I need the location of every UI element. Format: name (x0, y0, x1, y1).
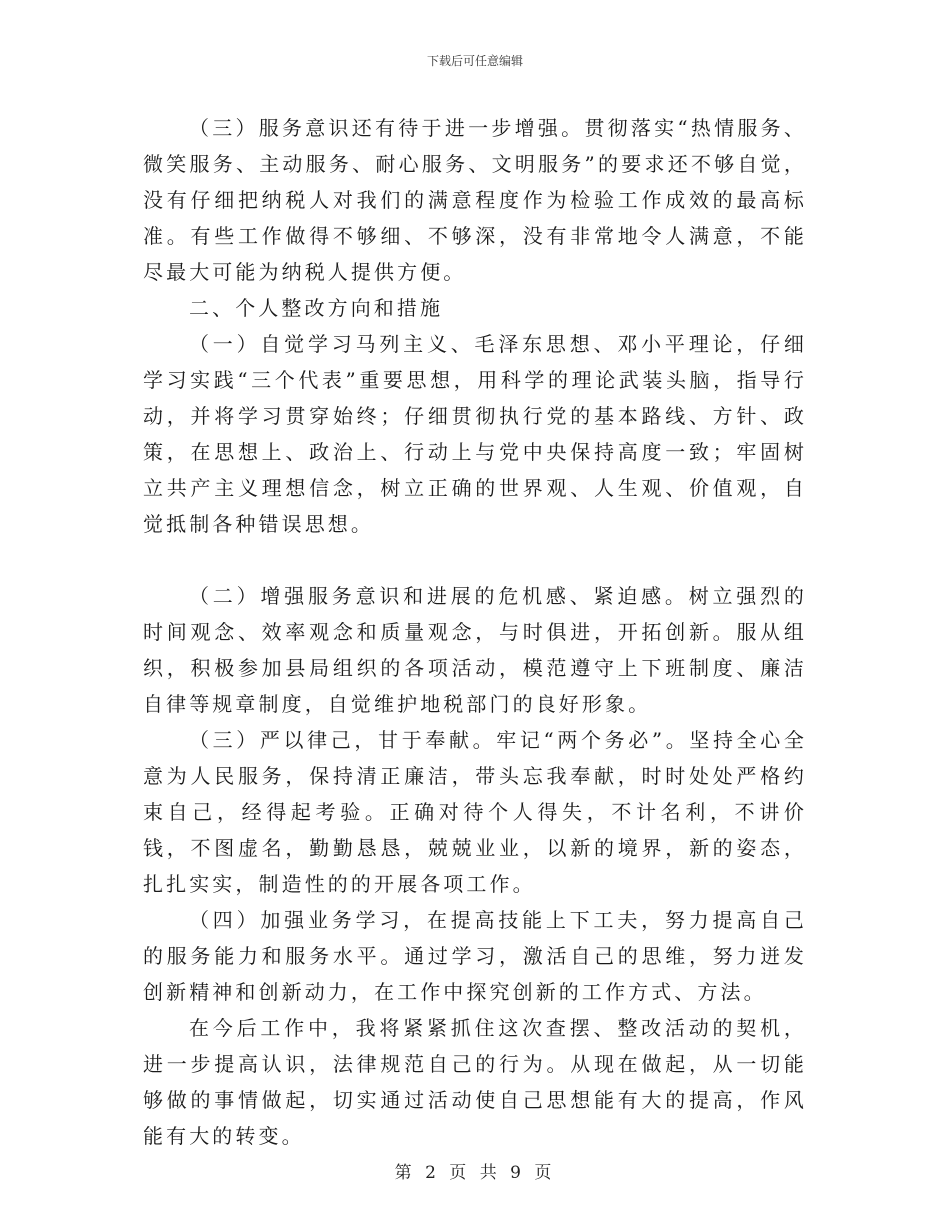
paragraph-self-discipline: （三）严以律己，甘于奉献。牢记“两个务必”。坚持全心全意为人民服务，保持清正廉洁，带头忘我奉献，时时处处严格约束自己，经得起考验。正确对待个人得失，不计名利，不讲价钱，不图虚名，勤勤恳恳，兢兢业业，以新的境界，新的姿态，扎扎实实，制造性的的开展各项工作。 (143, 728, 807, 896)
document-body (143, 110, 807, 1154)
paragraph-business-study: （四）加强业务学习，在提高技能上下工夫，努力提高自己的服务能力和服务水平。通过学习，激活自己的思维，努力迸发创新精神和创新动力，在工作中探究创新的工作方式、方法。 (143, 908, 807, 1004)
page-header: 下载后可任意编辑 (426, 54, 523, 68)
paragraph-conclusion: 在今后工作中，我将紧紧抓住这次查摆、整改活动的契机，进一步提高认识，法律规范自己的行为。从现在做起，从一切能够做的事情做起，切实通过活动使自己思想能有大的提高，作风能有大的转变。 (143, 1016, 807, 1148)
paragraph-enhance-service: （二）增强服务意识和进展的危机感、紧迫感。树立强烈的时间观念、效率观念和质量观念，与时俱进，开拓创新。服从组织，积极参加县局组织的各项活动，模范遵守上下班制度、廉洁自律等规章制度，自觉维护地税部门的良好形象。 (143, 584, 807, 716)
page-footer: 第 2 页 共 9 页 (394, 1163, 556, 1183)
paragraph-study-theory: （一）自觉学习马列主义、毛泽东思想、邓小平理论，仔细学习实践“三个代表”重要思想，用科学的理论武装头脑，指导行动，并将学习贯穿始终；仔细贯彻执行党的基本路线、方针、政策，在思想上、政治上、行动上与党中央保持高度一致；牢固树立共产主义理想信念，树立正确的世界观、人生观、价值观，自觉抵制各种错误思想。 (143, 332, 807, 536)
section-heading-rectification: 二、个人整改方向和措施 (189, 296, 444, 320)
paragraph-service-awareness: （三）服务意识还有待于进一步增强。贯彻落实“热情服务、微笑服务、主动服务、耐心服务、文明服务”的要求还不够自觉，没有仔细把纳税人对我们的满意程度作为检验工作成效的最高标准。有些工作做得不够细、不够深，没有非常地令人满意，不能尽最大可能为纳税人提供方便。 (143, 116, 807, 284)
